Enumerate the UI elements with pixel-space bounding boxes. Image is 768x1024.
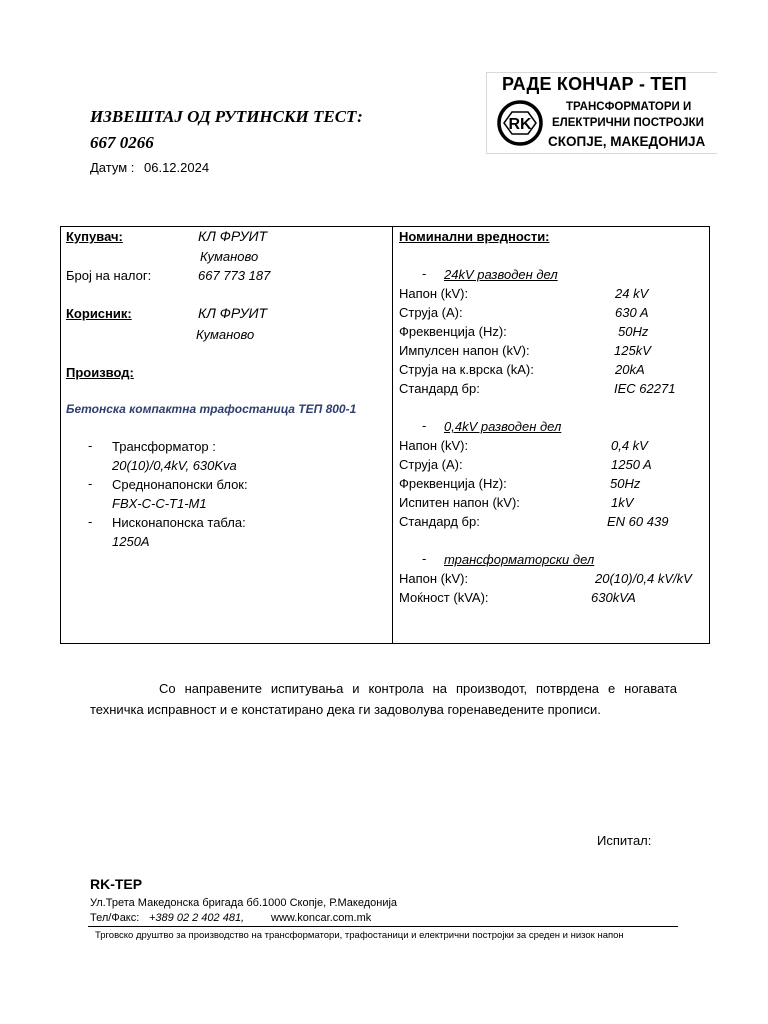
bullet-dash: -: [88, 438, 93, 453]
product-label: Производ:: [66, 365, 134, 380]
buyer-name: КЛ ФРУИТ: [198, 228, 268, 244]
rk-emblem-icon: [496, 99, 544, 147]
spec-value: 24 kV: [615, 286, 649, 301]
date-label: Датум :: [90, 160, 135, 175]
spec-value: 0,4 kV: [611, 438, 648, 453]
item-transformer-value: 20(10)/0,4kV, 630Kva: [112, 458, 237, 473]
spec-value: 1kV: [611, 495, 634, 510]
bullet-dash: -: [88, 514, 93, 529]
logo-city: СКОПЈЕ, МАКЕДОНИЈА: [548, 134, 706, 149]
bullet-dash: -: [88, 476, 93, 491]
item-lv-panel-label: Нисконапонска табла:: [112, 515, 246, 530]
spec-label: Струја (A):: [399, 457, 463, 472]
tester-label: Испитал:: [597, 833, 652, 848]
spec-label: Напон (kV):: [399, 571, 469, 586]
spec-value: 125kV: [614, 343, 651, 358]
product-name: Бетонска компактна трафостаница ТЕП 800-1: [66, 402, 357, 416]
item-lv-panel-value: 1250A: [112, 534, 150, 549]
logo-line2: ЕЛЕКТРИЧНИ ПОСТРОЈКИ: [552, 117, 704, 129]
section-24kv-title: 24kV разводен дел: [444, 267, 558, 282]
spec-label: Напон (kV):: [399, 286, 469, 301]
footer-phone: +389 02 2 402 481,: [149, 912, 245, 924]
footer-company: RK-TEP: [90, 876, 143, 892]
date-value: 06.12.2024: [144, 160, 210, 175]
footer-address: Ул.Трета Македонска бригада бб.1000 Скопје, Р.Македонија: [90, 897, 398, 909]
spec-label: Стандард бр:: [399, 381, 480, 396]
order-value: 667 773 187: [198, 268, 271, 283]
spec-label: Фреквенција (Hz):: [399, 324, 507, 339]
statement-line1: Со направените испитувања и контрола на производот, потврдена е ногавата: [159, 681, 677, 696]
spec-value: 1250 A: [611, 457, 652, 472]
report-number: 667 0266: [90, 133, 154, 152]
item-mv-block-label: Среднонапонски блок:: [112, 477, 248, 492]
statement-line2: техничка исправност и е констатирано дека ги задоволува горенаведените прописи.: [90, 702, 601, 717]
spec-value: 630 A: [615, 305, 649, 320]
footer-website[interactable]: www.koncar.com.mk: [271, 912, 372, 924]
spec-value: 50Hz: [610, 476, 641, 491]
spec-label: Моќност (kVA):: [399, 590, 489, 605]
logo-line1: ТРАНСФОРМАТОРИ И: [566, 101, 692, 113]
emblem-text: RK: [508, 116, 532, 133]
spec-value: 20(10)/0,4 kV/kV: [595, 571, 692, 586]
spec-value: 50Hz: [618, 324, 649, 339]
nominal-values-heading: Номинални вредности:: [399, 229, 550, 244]
bullet-dash: -: [422, 551, 427, 566]
user-name: КЛ ФРУИТ: [198, 305, 268, 321]
bullet-dash: -: [422, 418, 427, 433]
user-city: Куманово: [196, 327, 255, 342]
footer-phone-label: Тел/Факс:: [90, 912, 140, 924]
spec-label: Струја (A):: [399, 305, 463, 320]
order-label: Број на налог:: [66, 268, 152, 283]
logo-company-name: РАДЕ КОНЧАР - ТЕП: [502, 74, 687, 94]
spec-label: Стандард бр:: [399, 514, 480, 529]
footer-description: Трговско друштво за производство на трансформатори, трафостаници и електрични постројки за среден и низок напон: [95, 930, 624, 941]
spec-label: Струја на к.врска (kA):: [399, 362, 534, 377]
section-transformer-title: трансформаторски дел: [444, 552, 595, 567]
user-label: Корисник:: [66, 306, 132, 321]
bullet-dash: -: [422, 266, 427, 281]
table-divider: [392, 226, 393, 644]
spec-value: 630kVA: [591, 590, 636, 605]
section-04kv-title: 0,4kV разводен дел: [444, 419, 562, 434]
footer-divider: [88, 926, 678, 927]
spec-value: 20kA: [615, 362, 645, 377]
spec-label: Импулсен напон (kV):: [399, 343, 530, 358]
spec-label: Фреквенција (Hz):: [399, 476, 507, 491]
spec-label: Напон (kV):: [399, 438, 469, 453]
buyer-label: Купувач:: [66, 229, 123, 244]
report-title: ИЗВЕШТАЈ ОД РУТИНСКИ ТЕСТ:: [90, 107, 363, 126]
buyer-city: Куманово: [200, 249, 259, 264]
spec-value: IEC 62271: [614, 381, 676, 396]
spec-label: Испитен напон (kV):: [399, 495, 520, 510]
item-mv-block-value: FBX-C-C-T1-M1: [112, 496, 207, 511]
spec-value: EN 60 439: [607, 514, 669, 529]
item-transformer-label: Трансформатор :: [112, 439, 216, 454]
